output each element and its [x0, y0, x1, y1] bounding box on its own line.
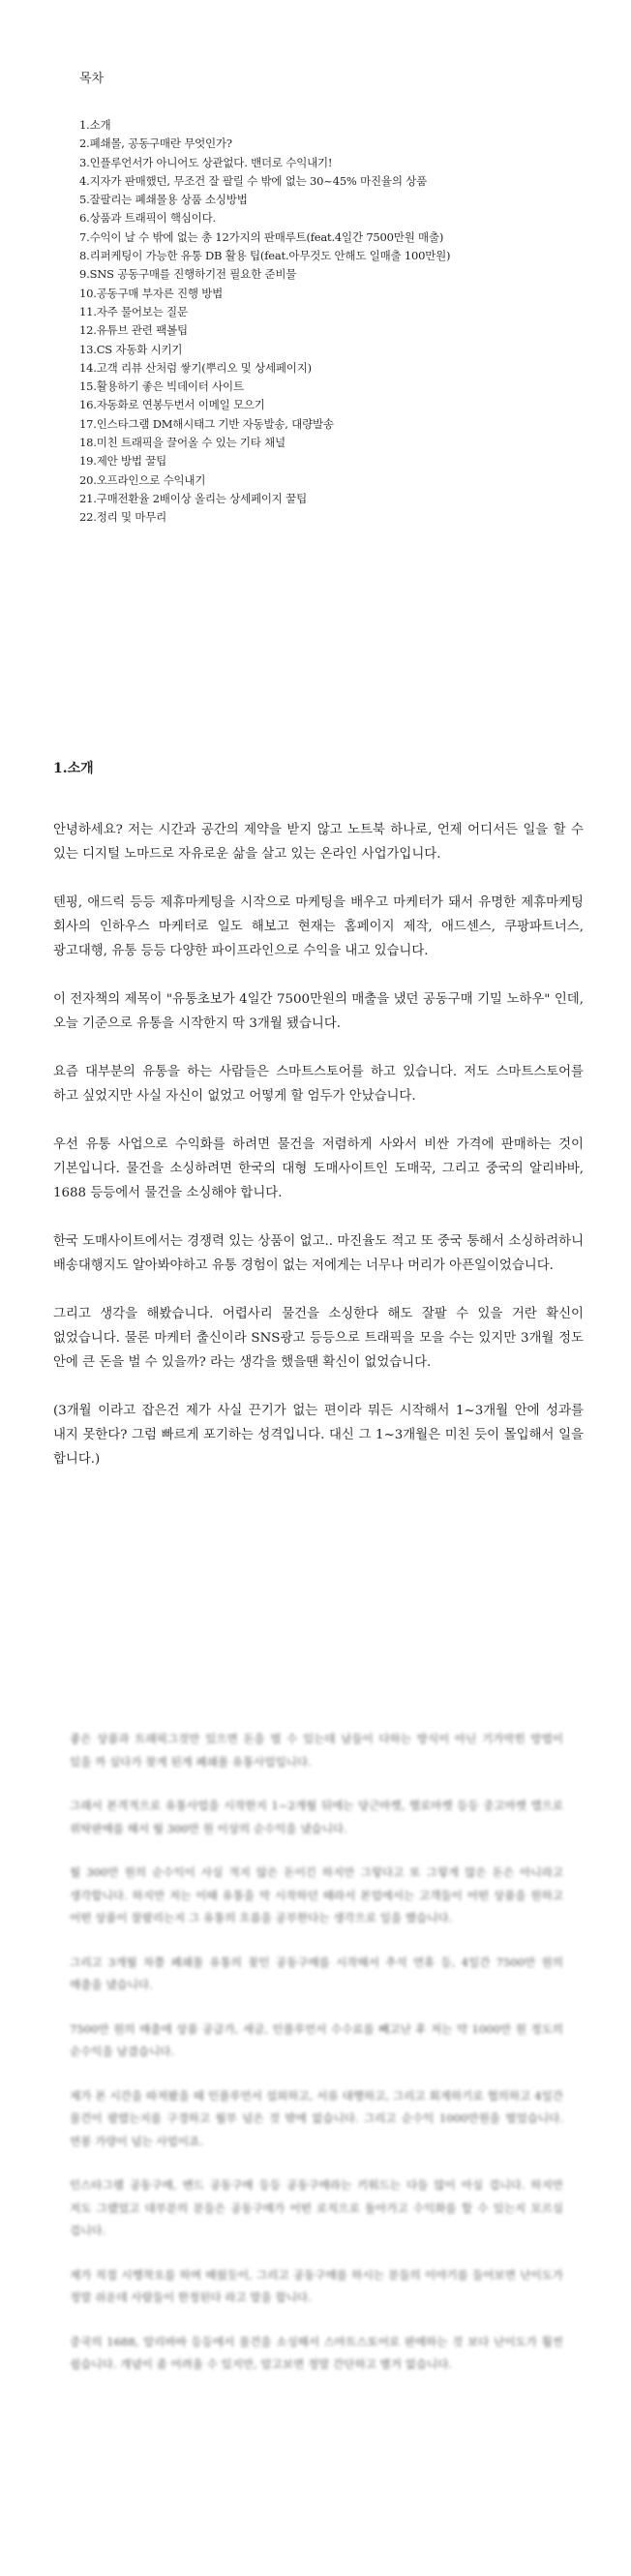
toc-title: 목차	[79, 72, 105, 86]
toc-item: 10.공동구매 부자른 진행 방법	[79, 286, 224, 300]
intro-section	[53, 758, 584, 1496]
intro-paragraph: 우선 유통 사업으로 수익화를 하려면 물건을 저렴하게 사와서 비싼 가격에 판매하는 것이 기본입니다. 물건을 소싱하려면 한국의 대형 도매사이트인 도매꾹, 그리고 중국의 알리바바, 1688 등등에서 물건을 소싱해야 합니다.	[53, 1137, 584, 1200]
toc-item: 17.인스타그램 DM해시태그 기반 자동발송, 대량발송	[79, 416, 334, 431]
toc-item: 20.오프라인으로 수익내기	[79, 472, 206, 487]
toc-item: 16.자동화로 연봉두번서 이메일 모으기	[79, 398, 265, 412]
preview-paragraph: 월 300만 원의 순수익이 사실 적지 않은 돈이긴 하지만 그렇다고 또 그렇게 많은 돈은 아니라고 생각합니다. 하지만 저는 이때 유통을 막 시작하던 때라서 본업에서는 고객들이 어떤 상품을 원하고 어떤 상품이 잘팔리는지 그 유통의 흐름을 공부한다는 생각으로 일을 했습니다.	[70, 1865, 563, 1924]
intro-body	[53, 818, 584, 1471]
preview-paragraph: 인스타그램 공동구매, 밴드 공동구매 등등 공동구매라는 키워드는 다들 많이 아실 겁니다. 하지만 저도 그랬었고 대부분의 분들은 공동구매가 어떤 로직으로 돌아가고 수익화를 할 수 있는지 모르실 겁니다.	[70, 2178, 563, 2237]
toc-item: 6.상품과 트래픽이 핵심이다.	[79, 211, 216, 226]
intro-paragraph: 이 전자책의 제목이 "유통초보가 4일간 7500만원의 매출을 냈던 공동구매 기밀 노하우" 인데, 오늘 기준으로 유통을 시작한지 딱 3개월 됐습니다.	[53, 992, 584, 1031]
toc-list	[79, 116, 583, 528]
toc-item: 2.폐쇄몰, 공동구매란 무엇인가?	[79, 136, 232, 151]
intro-paragraph: (3개월 이라고 잡은건 제가 사실 끈기가 없는 편이라 뭐든 시작해서 1~3개월 안에 성과를 내지 못한다? 그럼 빠르게 포기하는 성격입니다. 대신 그 1~3개월은 미친 듯이 몰입해서 일을 합니다.)	[53, 1404, 584, 1467]
toc-item: 4.지자가 판매했던, 무조건 잘 팔릴 수 밖에 없는 30~45% 마진율의 상품	[79, 173, 428, 188]
preview-paragraph: 제가 본 시간을 따져봤을 때 인플루언서 섭외하고, 서류 대행하고, 그리고 회계하기로 협의하고 4일간 물건이 팔렸는지를 구경하고 월부 넘은 것 밖에 없습니다. 그리고 순수익 1000만원을 벌었습니다. 연봉 가량이 넘는 사업이죠.	[70, 2088, 563, 2148]
toc-item: 11.자주 물어보는 질문	[79, 304, 188, 318]
toc-item: 22.정리 및 마무리	[79, 510, 167, 525]
preview-paragraph: 7500만 원의 매출에 상품 공급가, 세금, 인플루언서 수수료를 빼고난 후 저는 약 1000만 원 정도의 순수익을 남겼습니다.	[70, 2021, 563, 2058]
toc-item: 21.구매전환율 2배이상 올리는 상세페이지 꿀팁	[79, 491, 307, 505]
preview-paragraph: 그래서 본격적으로 유통사업을 시작한지 1~2개월 뒤에는 당근마켓, 헬로마켓 등등 중고마켓 앱으로 위탁판매를 해서 월 300만 원 이상의 순수익을 냈습니다.	[70, 1799, 563, 1835]
toc-item: 13.CS 자동화 시키기	[79, 342, 183, 356]
preview-paragraph: 그리고 3개월 차쯤 폐쇄몰 유통의 꽃인 공동구매를 시작해서 추석 연휴 등, 4일간 7500만 원의 매출을 냈습니다.	[70, 1955, 563, 1991]
intro-paragraph: 안녕하세요? 저는 시간과 공간의 제약을 받지 않고 노트북 하나로, 언제 어디서든 일을 할 수 있는 디지털 노마드로 자유로운 삶을 살고 있는 온라인 사업가입니다.	[53, 823, 584, 862]
preview-paragraph: 좋은 상품과 트래픽그것만 있으면 돈을 벌 수 있는데 남들이 다하는 방식이 아닌 기가막힌 방법이 있을 까 싶다가 찾게 된게 폐쇄몰 유통사업입니다.	[70, 1732, 563, 1769]
intro-heading: 1.소개	[53, 761, 94, 776]
toc-item: 19.제안 방법 꿀팁	[79, 454, 167, 469]
toc-item: 3.인플루언서가 아니어도 상관없다. 밴더로 수익내기!	[79, 155, 333, 169]
preview-body	[70, 1728, 563, 2377]
toc-item: 12.유튜브 관련 팩볼팁	[79, 323, 188, 338]
toc-item: 1.소개	[79, 118, 111, 132]
toc-item: 14.고객 리뷰 산처럼 쌓기(뿌리오 및 상세페이지)	[79, 360, 312, 375]
intro-paragraph: 한국 도매사이트에서는 경쟁력 있는 상품이 없고.. 마진율도 적고 또 중국 통해서 소싱하려하니 배송대행지도 알아봐야하고 유통 경험이 없는 저에게는 너무나 머리가 아픈일이었습니다.	[53, 1234, 584, 1273]
preview-paragraph: 중국의 1688, 알리바바 등등에서 물건을 소싱해서 스마트스토어로 판매하는 것 보다 난이도가 훨씬 쉽습니다. 개념이 좀 어려울 수 있지만, 알고보면 정말 간단하고 별거 없습니다.	[70, 2334, 563, 2371]
intro-paragraph: 그리고 생각을 해봤습니다. 어렵사리 물건을 소싱한다 해도 잘팔 수 있을 거란 확신이 없었습니다. 물론 마케터 출신이라 SNS광고 등등으로 트래픽을 모을 수는 있지만 3개월 정도 안에 큰 돈을 벌 수 있을까? 라는 생각을 했을땐 확신이 없었습니다.	[53, 1307, 584, 1370]
toc-item: 9.SNS 공동구매를 진행하기전 필요한 준비물	[79, 267, 297, 282]
toc-item: 18.미친 트래픽을 끌어올 수 있는 기타 채널	[79, 436, 285, 450]
toc-item: 8.리퍼케팅이 가능한 유통 DB 활용 팁(feat.아무것도 안해도 일매출 100만원)	[79, 249, 451, 263]
toc-item: 15.활용하기 좋은 빅데이터 사이트	[79, 379, 244, 394]
toc-item: 7.수익이 날 수 밖에 없는 총 12가지의 판매루트(feat.4일간 7500만원 매출)	[79, 229, 444, 244]
intro-paragraph: 요즘 대부분의 유통을 하는 사람들은 스마트스토어를 하고 있습니다. 저도 스마트스토어를 하고 싶었지만 사실 자신이 없었고 어떻게 할 엄두가 안났습니다.	[53, 1065, 584, 1104]
toc-item: 5.잘팔리는 폐쇄몰용 상품 소싱방법	[79, 193, 248, 207]
table-of-contents	[79, 68, 583, 528]
blurred-preview-section	[70, 1728, 563, 2398]
preview-paragraph: 제가 직접 시행착오를 하며 배웠듯이, 그리고 공동구매를 하시는 분들의 이야기를 들어보면 난이도가 정말 쉬운데 사람들이 한정된다 라고 말을 합니다.	[70, 2267, 563, 2304]
intro-paragraph: 텐핑, 애드릭 등등 제휴마케팅을 시작으로 마케팅을 배우고 마케터가 돼서 유명한 제휴마케팅 회사의 인하우스 마케터로 일도 해보고 현재는 홈페이지 제작, 애드센스, 쿠팡파트너스, 광고대행, 유통 등등 다양한 파이프라인으로 수익을 내고 있습니다.	[53, 895, 584, 958]
